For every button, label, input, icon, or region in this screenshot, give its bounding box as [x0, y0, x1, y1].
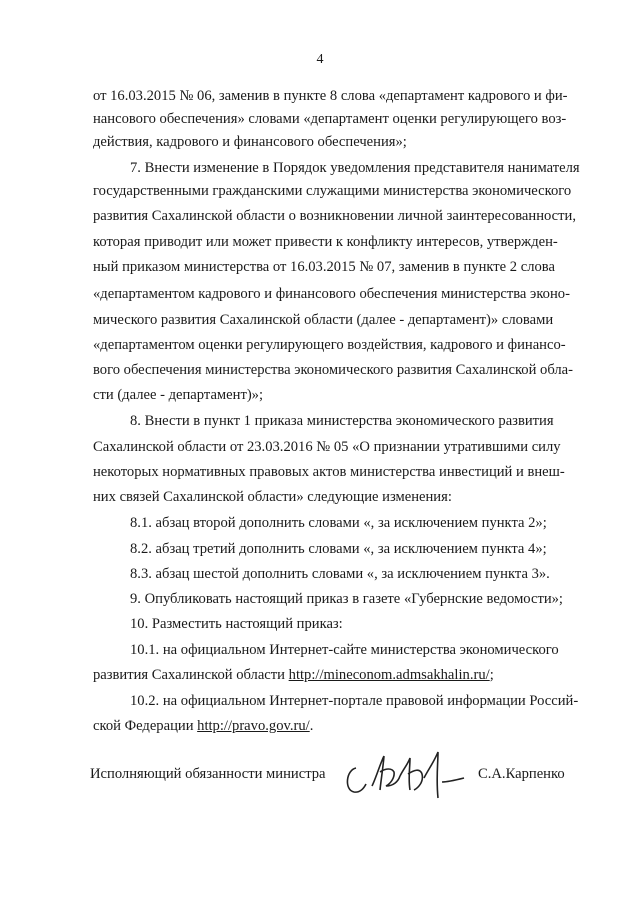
punctuation: ;: [489, 667, 494, 683]
signatory-position: Исполняющий обязанности министра: [90, 766, 326, 782]
paragraph-line: 10.1. на официальном Интернет-сайте министерства экономического: [130, 642, 559, 658]
paragraph-line: 10. Разместить настоящий приказ:: [130, 616, 343, 632]
paragraph-line: государственными гражданскими служащими министерства экономического: [93, 183, 572, 199]
pravo-link[interactable]: http://pravo.gov.ru/: [197, 718, 310, 734]
paragraph-line: «департаментом кадрового и финансового обеспечения министерства эконо-: [93, 286, 570, 302]
paragraph-line: нансового обеспечения» словами «департамент оценки регулирующего воз-: [93, 111, 567, 127]
paragraph-line: 8. Внести в пункт 1 приказа министерства экономического развития: [130, 413, 554, 429]
page-number: 4: [316, 52, 324, 67]
paragraph-line: которая приводит или может привести к конфликту интересов, утвержден-: [93, 234, 558, 250]
paragraph-line: действия, кадрового и финансового обеспечения»;: [93, 134, 407, 150]
punctuation: .: [309, 718, 314, 734]
handwritten-signature: [338, 738, 473, 808]
paragraph-line: Сахалинской области от 23.03.2016 № 05 «О признании утратившими силу: [93, 439, 561, 455]
paragraph-line: [93, 716, 545, 736]
paragraph-line: [93, 665, 545, 685]
paragraph-line: 8.1. абзац второй дополнить словами «, за исключением пункта 2»;: [130, 515, 547, 531]
paragraph-line: ный приказом министерства от 16.03.2015 № 07, заменив в пункте 2 слова: [93, 259, 555, 275]
paragraph-line: 9. Опубликовать настоящий приказ в газете «Губернские ведомости»;: [130, 591, 563, 607]
paragraph-line: от 16.03.2015 № 06, заменив в пункте 8 слова «департамент кадрового и фи-: [93, 88, 568, 104]
paragraph-line: 10.2. на официальном Интернет-портале правовой информации Россий-: [130, 693, 579, 709]
paragraph-line: 7. Внести изменение в Порядок уведомления представителя нанимателя: [130, 160, 580, 176]
paragraph-line: вого обеспечения министерства экономического развития Сахалинской обла-: [93, 362, 574, 378]
paragraph-line: развития Сахалинской области о возникновении личной заинтересованности,: [93, 208, 576, 224]
paragraph-line: 8.3. абзац шестой дополнить словами «, за исключением пункта 3».: [130, 566, 550, 582]
paragraph-line: «департаментом оценки регулирующего воздействия, кадрового и финансо-: [93, 337, 566, 353]
paragraph-line: некоторых нормативных правовых актов министерства инвестиций и внеш-: [93, 464, 565, 480]
paragraph-line: 8.2. абзац третий дополнить словами «, за исключением пункта 4»;: [130, 541, 547, 557]
signatory-name: С.А.Карпенко: [478, 766, 565, 782]
paragraph-text: ской Федерации: [93, 718, 198, 734]
mineconom-link[interactable]: http://mineconom.admsakhalin.ru/: [288, 667, 490, 683]
paragraph-line: них связей Сахалинской области» следующие изменения:: [93, 489, 452, 505]
paragraph-line: мического развития Сахалинской области (далее - департамент)» словами: [93, 312, 554, 328]
paragraph-text: развития Сахалинской области: [93, 667, 289, 683]
paragraph-line: сти (далее - департамент)»;: [93, 387, 264, 403]
